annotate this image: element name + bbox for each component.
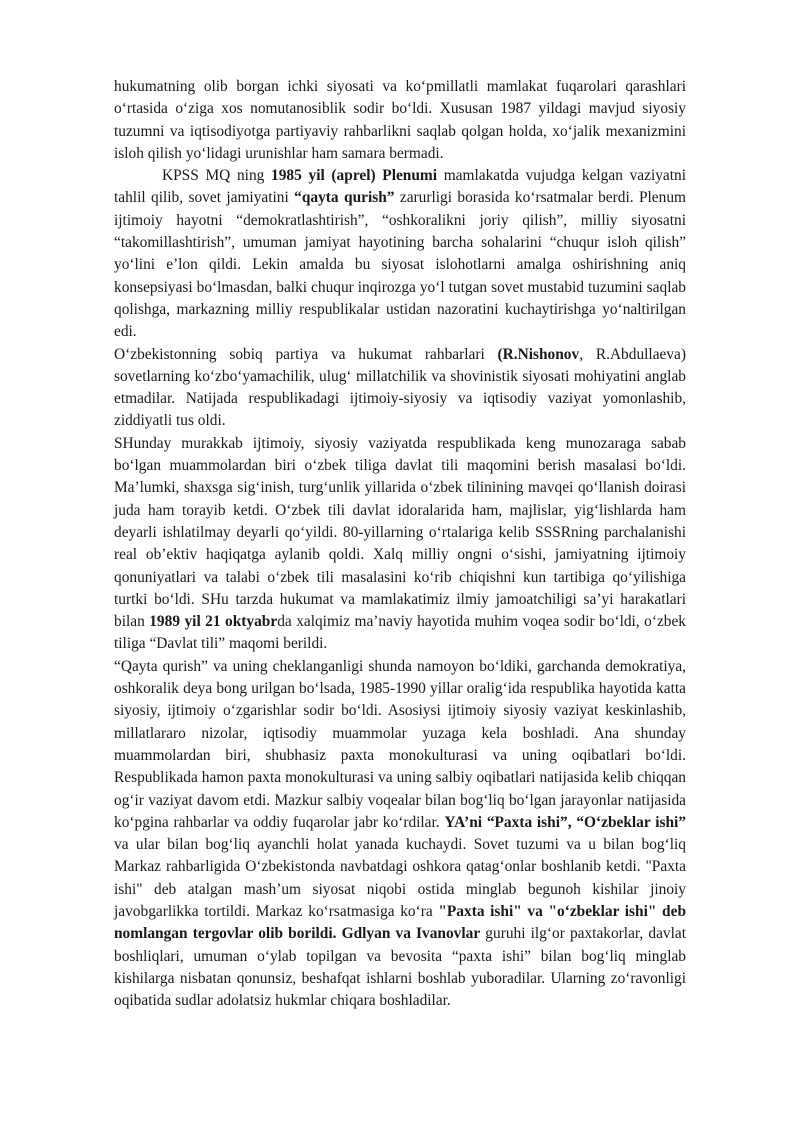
paragraph: [114, 656, 686, 1013]
paragraph: [114, 165, 686, 343]
body-text: zarurligi borasida ko‘rsatmalar berdi. Plenum ijtimoiy hayotni “demokratlashtirish”, “oshkoralikni joriy qilish”, milliy siyosatni “takomillashtirish”, umuman jamiyat hayotining barcha sohalarini “chuqur isloh qilish” yo‘lini e’lon qildi. Lekin amalda bu siyosat islohotlarni amalga oshirishning aniq konsepsiyasi bo‘lmasdan, balki chuqur inqirozga yo‘l tutgan sovet mustabid tuzumini saqlab qolishga, markazning milliy respublikalar ustidan nazoratini kuchaytirishga yo‘naltirilgan edi.: [114, 189, 686, 341]
bold-text: “qayta qurish”: [294, 189, 395, 207]
bold-text: 1989 yil 21 oktyabr: [149, 613, 278, 631]
paragraph: [114, 433, 686, 656]
bold-text: 1985 yil (aprel) Plenumi: [271, 167, 438, 185]
body-text: va ular bilan bog‘liq ayanchli holat yanada kuchaydi. Sovet tuzumi va u bilan bog‘liq Markaz rahbarligida O‘zbekistonda navbatdagi oshkora qatag‘onlar boshlanib ketdi. "Paxta ishi" deb atalgan mash’um siyosat niqobi ostida minglab begunoh kishilar jinoiy javobgarlikka tortildi. Markaz ko‘rsatmasiga ko‘ra: [114, 836, 686, 920]
body-text: hukumatning olib borgan ichki siyosati va ko‘pmillatli mamlakat fuqarolari qarashlari o‘rtasida o‘ziga xos nomutanosiblik sodir bo‘ldi. Xususan 1987 yildagi mavjud siyosiy tuzumni va iqtisodiyotga partiyaviy rahbarlikni saqlab qolgan holda, xo‘jalik mexanizmini isloh qilish yo‘lidagi urunishlar ham samara bermadi.: [114, 78, 686, 162]
body-text: mamlakatda vujudga kelgan vaziyatni tahlil qilib, sovet jamiyatini: [114, 167, 686, 207]
body-text: O‘zbekistonning sobiq partiya va hukumat rahbarlari: [114, 345, 498, 363]
bold-text: "Paxta ishi" va "o‘zbeklar ishi" deb nomlangan tergovlar olib borildi. Gdlyan va Ivanovlar: [114, 902, 687, 943]
body-text: da xalqimiz ma’naviy hayotida muhim voqea sodir bo‘ldi, o‘zbek tiliga “Davlat tili” maqomi berildi.: [114, 613, 686, 653]
document-page: [114, 76, 686, 1012]
paragraph: [114, 344, 686, 433]
body-text: , R.Abdullaeva) sovetlarning ko‘zbo‘yamachilik, ulug‘ millatchilik va shovinistik siyosati mohiyatini anglab etmadilar. Natijada respublikadagi ijtimoiy-siyosiy va iqtisodiy vaziyat yomonlashib, ziddiyatli tus oldi.: [114, 345, 687, 430]
bold-text: (R.Nishonov: [497, 345, 580, 363]
body-text: SHunday murakkab ijtimoiy, siyosiy vaziyatda respublikada keng munozaraga sabab bo‘lgan muammolardan biri o‘zbek tiliga davlat tili maqomini berish masalasi bo‘ldi. Ma’lumki, shaxsga sig‘inish, turg‘unlik yillarida o‘zbek tilinining mavqei qo‘llanish doirasi juda ham torayib ketdi. O‘zbek tili davlat idoralarida ham, majlislar, yig‘lishlarda ham deyarli ishlatilmay deyarli qo‘yildi. 80-yillarning o‘rtalariga kelib SSSRning parchalanishi real ob’ektiv haqiqatga aylanib qoldi. Xalq milliy ongni o‘sishi, jamiyatning ijtimoiy qonuniyatlari va talabi o‘zbek tili masalasini ko‘rib chiqishni kun tartibiga qo‘yilishiga turtki bo‘ldi. SHu tarzda hukumat va mamlakatimiz ilmiy jamoatchiligi sa’yi harakatlari bilan: [114, 434, 686, 631]
paragraph: [114, 76, 686, 165]
body-text: guruhi ilg‘or paxtakorlar, davlat boshliqlari, umuman o‘ylab topilgan va bevosita “paxta ishi” bilan bog‘liq minglab kishilarga nisbatan qonunsiz, beshafqat ishlarni boshlab yuboradilar. Ularning zo‘ravonligi oqibatida sudlar adolatsiz hukmlar chiqara boshladilar.: [114, 925, 686, 1010]
body-text: KPSS MQ ning: [162, 167, 272, 185]
body-text: “Qayta qurish” va uning cheklanganligi shunda namoyon bo‘ldiki, garchanda demokratiya, oshkoralik deya bong urilgan bo‘lsada, 1985-1990 yillar oralig‘ida respublika hayotida katta siyosiy, ijtimoiy o‘zgarishlar sodir bo‘ldi. Asosiysi ijtimoiy siyosiy vaziyat keskinlashib, millatlararo nizolar, iqtisodiy muammolar yuzaga kela boshladi. Ana shunday muammolardan biri, shubhasiz paxta monokulturasi va uning oqibatlari bo‘ldi. Respublikada hamon paxta monokulturasi va uning salbiy oqibatlari natijasida kelib chiqqan og‘ir vaziyat davom etdi. Mazkur salbiy voqealar bilan bog‘liq bo‘lgan jarayonlar natijasida ko‘pgina rahbarlar va oddiy fuqarolar jabr ko‘rdilar.: [114, 657, 686, 831]
bold-text: YA’ni “Paxta ishi”, “O‘zbeklar ishi”: [444, 813, 686, 831]
